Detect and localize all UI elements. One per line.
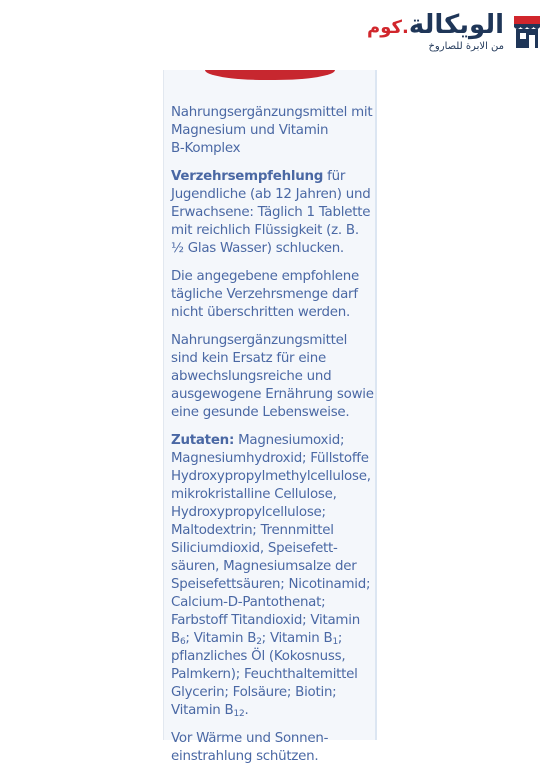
ingredients-line: Magnesiumhydroxid; Füllstoffe: [171, 451, 369, 466]
label-text: [171, 104, 381, 776]
ingredients-vitamin-b-line: [171, 630, 381, 648]
intro-paragraph: [171, 104, 381, 158]
ingredients-line: säuren, Magnesiumsalze der: [171, 559, 357, 574]
dosage-heading: Verzehrsempfehlung: [171, 169, 324, 184]
intro-line: Nahrungsergänzungsmittel mit: [171, 105, 373, 120]
notice-paragraph: [171, 332, 381, 422]
separator-text: .: [244, 703, 249, 718]
ingredients-line: Glycerin; Folsäure; Biotin;: [171, 685, 337, 700]
notice-line: abwechslungsreiche und: [171, 369, 332, 384]
dosage-line: ½ Glas Wasser) schlucken.: [171, 241, 344, 256]
ingredients-line: Farbstoff Titandioxid; Vitamin: [171, 613, 360, 628]
intro-line: Magnesium und Vitamin: [171, 123, 329, 138]
ingredients-vitamin-b12-line: [171, 702, 381, 720]
ingredients-line: mikrokristalline Cellulose,: [171, 487, 337, 502]
storage-line: einstrahlung schützen.: [171, 749, 319, 764]
notice-line: ausgewogene Ernährung sowie: [171, 387, 374, 402]
dosage-line: Jugendliche (ab 12 Jahren) und: [171, 187, 371, 202]
vitamin-b1-text: ; Vitamin B: [261, 631, 333, 646]
watermark-title-suffix: .كوم: [367, 17, 409, 38]
watermark-text: [367, 12, 504, 52]
watermark-tagline: من الابرة للصاروخ: [428, 41, 504, 52]
warning-line: Die angegebene empfohlene: [171, 269, 360, 284]
ingredients-line: pflanzliches Öl (Kokosnuss,: [171, 649, 346, 664]
notice-line: Nahrungsergänzungsmittel: [171, 333, 348, 348]
intro-line: B-Komplex: [171, 141, 241, 156]
dosage-line: [171, 168, 381, 186]
ingredients-line: Speisefettsäuren; Nicotinamid;: [171, 577, 371, 592]
dosage-line: mit reichlich Flüssigkeit (z. B.: [171, 223, 359, 238]
shop-icon: [512, 14, 542, 50]
vitamin-b2-text: ; Vitamin B: [185, 631, 257, 646]
ingredients-text: Magnesiumoxid;: [234, 433, 345, 448]
ingredients-paragraph: [171, 432, 381, 720]
ingredients-line: Hydroxypropylcellulose;: [171, 505, 326, 520]
storage-paragraph: [171, 730, 381, 766]
vitamin-b6-subscript: 6: [179, 637, 186, 647]
vitamin-b12-text: Vitamin B: [171, 703, 234, 718]
ingredients-line: Hydroxypropylmethylcellulose,: [171, 469, 371, 484]
ingredients-line: Siliciumdioxid, Speisefett-: [171, 541, 338, 556]
separator-text: ;: [337, 631, 343, 646]
watermark-title-main: الويكالة: [408, 10, 504, 40]
dosage-text: für: [323, 169, 346, 184]
dosage-line: Erwachsene: Täglich 1 Tablette: [171, 205, 371, 220]
storage-line: Vor Wärme und Sonnen-: [171, 731, 329, 746]
vitamin-b6-text: B: [171, 631, 180, 646]
dosage-paragraph: [171, 168, 381, 258]
ingredients-line: Maltodextrin; Trennmittel: [171, 523, 334, 538]
watermark-logo: [332, 6, 542, 58]
vitamin-b2-subscript: 2: [256, 637, 262, 647]
vitamin-b1-subscript: 1: [332, 637, 338, 647]
watermark-title: [367, 12, 504, 38]
warning-line: nicht überschritten werden.: [171, 305, 351, 320]
warning-paragraph: [171, 268, 381, 322]
ingredients-line: [171, 432, 381, 450]
vitamin-b12-subscript: 12: [233, 709, 245, 719]
warning-line: tägliche Verzehrsmenge darf: [171, 287, 358, 302]
ingredients-line: Palmkern); Feuchthaltemittel: [171, 667, 358, 682]
notice-line: eine gesunde Lebensweise.: [171, 405, 350, 420]
ingredients-heading: Zutaten:: [171, 433, 235, 448]
ingredients-line: Calcium-D-Pantothenat;: [171, 595, 326, 610]
notice-line: sind kein Ersatz für eine: [171, 351, 326, 366]
